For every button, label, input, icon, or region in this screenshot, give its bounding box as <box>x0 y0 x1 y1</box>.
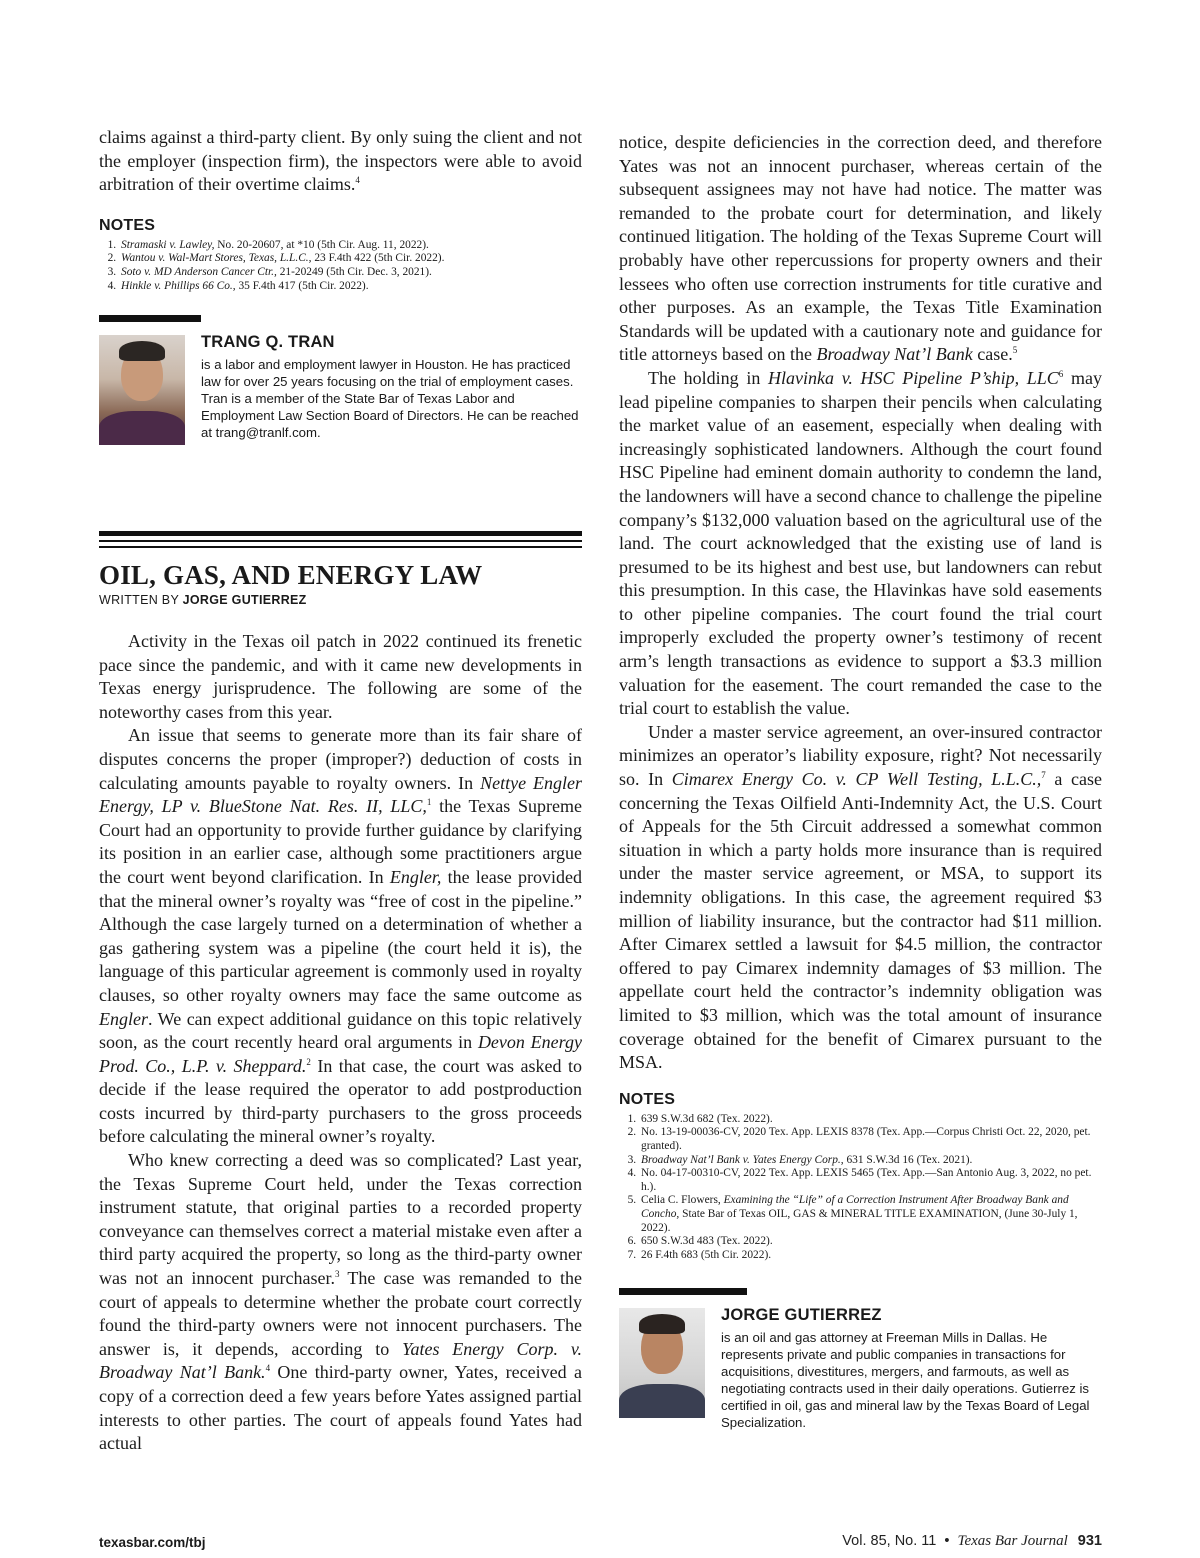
text-run: Activity in the Texas oil patch in 2022 continued its frenetic pace since the pandemic, and with it came new developments in Texas energy jurisprudence. The following are some of the noteworthy cases from this year. <box>99 631 582 722</box>
text-run: 35 F.4th 417 (5th Cir. 2022). <box>235 279 369 292</box>
footer-volume: Vol. 85, No. 11 <box>842 1533 937 1549</box>
text-run: An issue that seems to generate more than its fair share of disputes concerns the proper (improper?) deduction of costs in calculating amounts payable to royalty owners. In <box>99 725 582 793</box>
note-item <box>119 266 582 280</box>
page-number: 931 <box>1077 1533 1102 1549</box>
note-item <box>639 1249 1102 1263</box>
text-run: Nettye Engler Energy, LP v. BlueStone Nat. Res. II, LLC, <box>99 772 582 817</box>
section-rule-thin-2 <box>99 546 582 548</box>
section-title: OIL, GAS, AND ENERGY LAW <box>99 560 483 590</box>
text-run: The holding in <box>648 367 769 388</box>
note-item <box>119 252 582 266</box>
text-run: 650 S.W.3d 483 (Tex. 2022). <box>641 1235 773 1248</box>
text-run: 26 F.4th 683 (5th Cir. 2022). <box>641 1248 772 1261</box>
bio-name: TRANG Q. TRAN <box>201 333 335 352</box>
footer-site[interactable]: texasbar.com/tbj <box>99 1535 206 1550</box>
author-photo-gutierrez <box>619 1308 705 1418</box>
note-item <box>119 239 582 253</box>
body-paragraph <box>619 367 1102 721</box>
text-run: 21-20249 (5th Cir. Dec. 3, 2021). <box>276 265 432 278</box>
text-run: 1 <box>426 797 432 808</box>
carry-over-text <box>99 126 582 197</box>
text-run: 7 <box>1041 770 1046 781</box>
text-run: 5 <box>1012 345 1018 356</box>
author-photo <box>99 335 185 445</box>
text-run: . We can expect additional guidance on this topic relatively soon, as the court recently heard oral arguments in <box>99 1008 582 1053</box>
text-run: Examining the “Life” of a Correction Instrument After Broadway Bank and Concho, <box>641 1194 1069 1220</box>
left-column-top <box>99 126 582 445</box>
text-run: In that case, the court was asked to decide if the lease required the operator to add postproduction costs incurred by third-party purchasers to the gross proceeds before calculating the mineral owner’s royalty. <box>99 1055 582 1147</box>
carry-over-paragraph: claims against a third-party client. By only suing the client and not the employer (inspection firm), the inspectors were able to avoid arbitration of their overtime claims.$^4$ <box>99 127 582 195</box>
text-run: Hlavinka v. HSC Pipeline P’ship, LLC <box>768 367 1059 388</box>
bio-bar-2 <box>619 1288 747 1295</box>
text-run: case. <box>972 344 1013 365</box>
text-run: notice, despite deficiencies in the correction deed, and therefore Yates was not an innocent purchaser, whereas certain of the subsequent assignees may not have had notice. The matter was remanded to the probate court for determination, and likely continued litigation. The holding of the Texas Supreme Court will probably have other repercussions for property owners and their lessees who often use correction instruments for title curative and other purposes. As an example, the Texas Title Examination Standards will be updated with a cautionary note and guidance for title attorneys based on the <box>619 132 1102 365</box>
note-item <box>639 1167 1102 1194</box>
text-run: may lead pipeline companies to sharpen their pencils when calculating the market value of an easement, especially when dealing with increasingly sophisticated landowners. Although the court found HSC Pipeline had eminent domain authority to condemn the land, the landowners will have a second chance to challenge the pipeline company’s $132,000 valuation based on the agricultural use of the land. The court acknowledged that the existing use of land is presumed to be its highest and best use, but landowners can rebut this presumption. In this case, the Hlavinkas have sold easements to other pipeline companies. The court found the trial court improperly excluded the property owner’s testimony of recent arm’s length transactions as evidence to support a $3.3 million valuation for the easement. The court remanded the case to the trial court to establish the value. <box>619 367 1102 719</box>
article-body-left <box>99 630 582 1456</box>
notes-heading: NOTES <box>99 216 156 234</box>
text-run: Wantou v. Wal-Mart Stores, Texas, L.L.C., <box>121 252 312 265</box>
byline: WRITTEN BY JORGE GUTIERREZ <box>99 593 307 607</box>
body-paragraph <box>99 1149 582 1456</box>
bio-name-gutierrez: JORGE GUTIERREZ <box>721 1306 882 1325</box>
text-run: One third-party owner, Yates, received a copy of a correction deed a few years before Yates assigned partial interests to other parties. The court of appeals found Yates had actual <box>99 1362 582 1454</box>
text-run: the lease provided that the mineral owner’s royalty was “free of cost in the pipeline.” Although the case largely turned on a determination of whether a gas gathering system was a pipeline (the court held it is), the language of this particular agreement is commonly used in royalty clauses, so other royalty owners may face the same outcome as <box>99 866 582 1005</box>
text-run: Stramaski v. Lawley, <box>121 238 215 251</box>
bio-text: is a labor and employment lawyer in Houston. He has practiced law for over 25 years focusing on the trial of employment cases. Tran is a member of the State Bar of Texas Labor and Employment Law Section Board of Directors. He can be reached at trang@tranlf.com. <box>201 357 579 441</box>
text-run: Broadway Nat’l Bank v. Yates Energy Corp., <box>641 1153 844 1166</box>
text-run: 3 <box>335 1269 340 1280</box>
text-run: 631 S.W.3d 16 (Tex. 2021). <box>843 1153 973 1166</box>
note-item <box>119 280 582 294</box>
article-body-right <box>619 131 1102 1075</box>
author-bio-tran <box>99 333 582 445</box>
text-run: 23 F.4th 422 (5th Cir. 2022). <box>311 252 445 265</box>
text-run: a case concerning the Texas Oilfield Anti-Indemnity Act, the U.S. Court of Appeals for the 5th Circuit addressed a somewhat common situation in which a party holds more insurance than is required under the master service agreement, or MSA, to support its indemnity obligations. In this case, the agreement required $3 million of liability insurance, but the contractor had $11 million. After Cimarex settled a lawsuit for $4.5 million, the contractor offered to pay Cimarex indemnity damages of $3 million. The appellate court held the contractor’s indemnity obligation was limited to $3 million, which was the total amount of insurance coverage obtained for the benefit of Cimarex pursuant to the MSA. <box>619 769 1103 1073</box>
section-rule-thin <box>99 540 582 542</box>
text-run: Soto v. MD Anderson Cancer Ctr., <box>121 265 277 278</box>
text-run: No. 20-20607, at *10 (5th Cir. Aug. 11, 2022). <box>214 238 429 251</box>
body-paragraph <box>619 721 1102 1075</box>
text-run: the Texas Supreme Court had an opportunity to provide further guidance by clarifying its position in an earlier case, although some practitioners argue the court went beyond clarification. In <box>99 796 583 887</box>
notes-list-energy <box>619 1113 1102 1263</box>
text-run: Hinkle v. Phillips 66 Co., <box>121 279 236 292</box>
footer-journal: Texas Bar Journal <box>957 1533 1068 1549</box>
footer-bullet: • <box>944 1533 950 1549</box>
note-item <box>639 1126 1102 1153</box>
text-run: 639 S.W.3d 682 (Tex. 2022). <box>641 1112 773 1125</box>
text-run: The case was remanded to the court of appeals to determine whether the probate court correctly found the third-party owners were not innocent purchasers. The answer is, it depends, according to <box>99 1268 582 1359</box>
text-run: Engler, <box>389 866 442 887</box>
text-run: Cimarex Energy Co. v. CP Well Testing, L.L.C., <box>671 769 1042 790</box>
notes-heading-energy: NOTES <box>619 1090 676 1108</box>
bio-text-gutierrez: is an oil and gas attorney at Freeman Mills in Dallas. He represents private and public companies in transactions for acquisitions, divestitures, mergers, and farmouts, as well as negotiating contracts used in their daily operations. Gutierrez is certified in oil, gas and mineral law by the Texas Board of Legal Specialization. <box>721 1330 1090 1431</box>
text-run: 6 <box>1058 368 1064 379</box>
body-paragraph <box>99 630 582 724</box>
text-run: Celia C. Flowers, <box>641 1194 724 1207</box>
text-run: Engler <box>99 1008 148 1029</box>
note-item <box>639 1154 1102 1168</box>
byline-author: JORGE GUTIERREZ <box>182 593 307 607</box>
section-rule-thick <box>99 531 582 536</box>
notes-list-labor <box>99 239 582 293</box>
footer-issue <box>842 1533 1102 1550</box>
body-paragraph <box>99 724 582 1149</box>
text-run: State Bar of Texas OIL, GAS & MINERAL TITLE EXAMINATION, (June 30-July 1, 2022). <box>641 1207 1078 1234</box>
note-item <box>639 1194 1102 1235</box>
text-run: Who knew correcting a deed was so complicated? Last year, the Texas Supreme Court held, under the Texas correction instrument statute, that original parties to a recorded property conveyance can themselves correct a material mistake even after a third party acquired the property, so long as the third-party owner was not an innocent purchaser. <box>99 1150 582 1289</box>
author-bio-gutierrez <box>619 1306 1102 1431</box>
right-column <box>619 131 1102 1431</box>
body-paragraph <box>619 131 1102 367</box>
text-run: 4 <box>265 1363 271 1374</box>
bio-bar <box>99 315 201 322</box>
text-run: Broadway Nat’l Bank <box>816 344 973 365</box>
text-run: Under a master service agreement, an over-insured contractor minimizes an operator’s liability exposure, right? Not necessarily so. In <box>619 721 1102 790</box>
text-run: No. 04-17-00310-CV, 2022 Tex. App. LEXIS 5465 (Tex. App.—San Antonio Aug. 3, 2022, no pet. h.). <box>641 1167 1092 1193</box>
text-run: Yates Energy Corp. v. Broadway Nat’l Bank. <box>99 1338 582 1383</box>
note-item <box>639 1113 1102 1127</box>
note-item <box>639 1235 1102 1249</box>
text-run: Devon Energy Prod. Co., L.P. v. Sheppard. <box>99 1032 582 1076</box>
text-run: No. 13-19-00036-CV, 2020 Tex. App. LEXIS 8378 (Tex. App.—Corpus Christi Oct. 22, 2020, pet. granted). <box>641 1126 1091 1152</box>
text-run: 2 <box>306 1056 311 1067</box>
